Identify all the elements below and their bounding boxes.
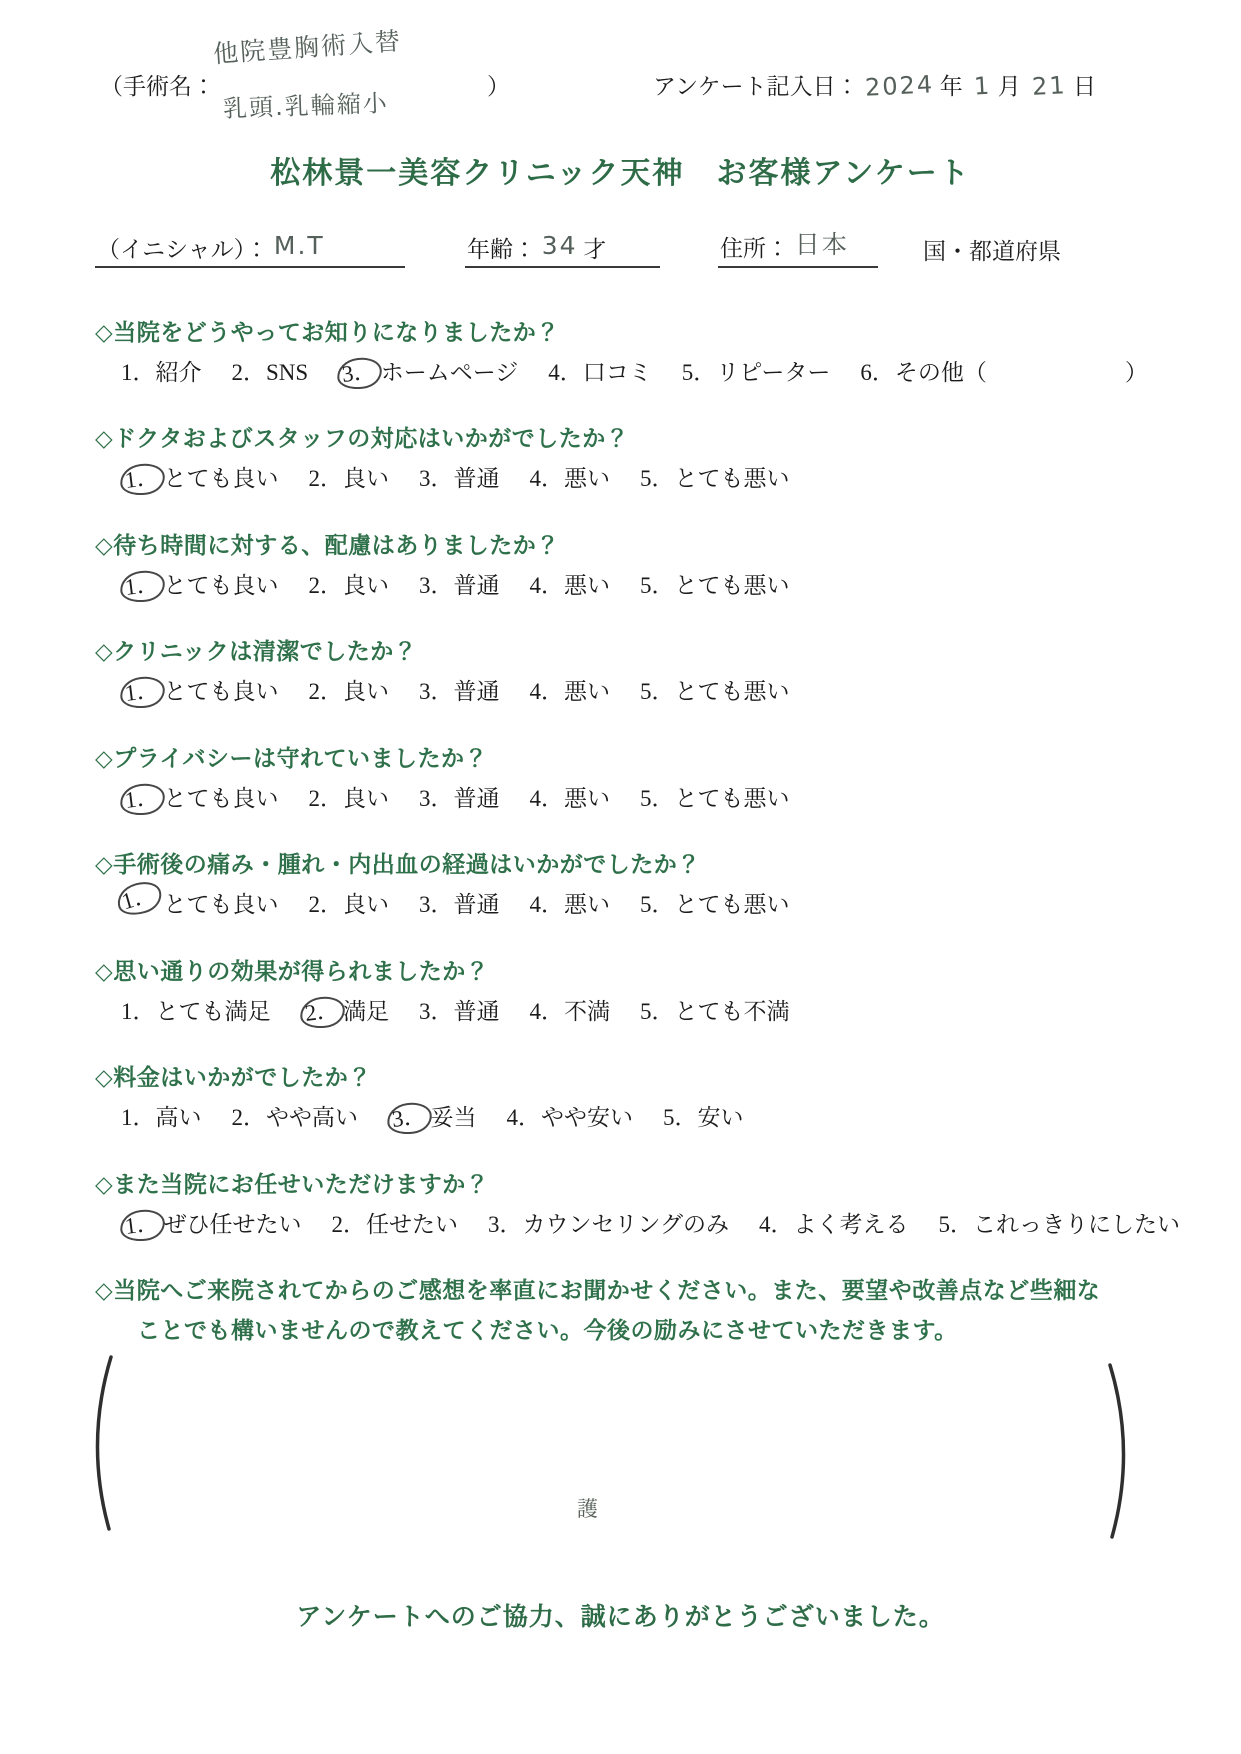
answer-option-label: 良い (343, 785, 389, 811)
answer-option-label: 任せたい (366, 1211, 458, 1237)
question-options (95, 460, 1146, 493)
answer-option-number: 1． (121, 360, 156, 385)
answer-option-label: カウンセリングのみ (522, 1211, 730, 1237)
answer-option-label: 悪い (564, 572, 610, 598)
question-options (95, 1206, 1181, 1239)
question-block (95, 314, 1146, 387)
answer-option-label: ホームページ (380, 360, 519, 385)
question-block (95, 740, 1146, 813)
answer-option-number: 1． (114, 878, 165, 920)
surgery-name-label-close: ） (487, 74, 510, 99)
answer-option-number: 5． (640, 892, 675, 918)
initial-value: M.T (273, 231, 325, 260)
answer-option (530, 567, 611, 600)
answer-option-label: 普通 (453, 466, 500, 492)
answer-option (121, 780, 279, 813)
answer-option (530, 460, 611, 493)
answer-option-label: とても良い (163, 892, 279, 918)
answer-option-number: 4． (548, 360, 583, 385)
answer-option-label: 悪い (564, 679, 610, 705)
answer-option (121, 1206, 302, 1239)
answer-option (860, 354, 1148, 387)
answer-option-number: 2． (308, 466, 343, 492)
age-unit: 才 (583, 237, 607, 262)
answer-option-label: 普通 (453, 679, 500, 705)
answer-option-label: 不満 (564, 998, 610, 1024)
answer-option-number: 3． (419, 466, 454, 492)
answer-option (301, 993, 390, 1026)
age-label: 年齢： (467, 237, 536, 262)
answer-option-number: 1． (118, 675, 166, 712)
question-block (95, 420, 1146, 493)
answer-option-number: 4． (759, 1211, 794, 1237)
page-title: 松林景一美容クリニック天神 お客様アンケート (270, 157, 971, 190)
surgery-name-handwritten-line2: 乳頭.乳輪縮小 (222, 89, 390, 123)
age-value: 34 (541, 231, 578, 260)
answer-option (121, 567, 279, 600)
question-options (95, 780, 1146, 813)
answer-option-label: 悪い (564, 892, 610, 918)
answer-option (663, 1099, 744, 1132)
footer-thanks: アンケートへのご協力、誠にありがとうございました。 (296, 1603, 945, 1631)
question-title: ◇待ち時間に対する、配慮はありましたか？ (95, 532, 560, 558)
answer-option-number: 1． (121, 1105, 156, 1131)
question-title: ◇また当院にお任せいただけますか？ (95, 1171, 490, 1197)
answer-option-number: 3． (488, 1211, 523, 1237)
date-month-value: 1 (973, 71, 993, 101)
answer-option (419, 460, 500, 493)
answer-option-label: とても不満 (674, 998, 790, 1024)
answer-option-number: 5． (640, 572, 675, 598)
answer-option (232, 1099, 359, 1132)
answer-option-label: SNS (266, 360, 309, 385)
answer-option-number: 3． (419, 679, 454, 705)
answer-option (309, 673, 390, 706)
answer-option-number: 6． (860, 360, 895, 385)
answer-option (419, 993, 500, 1026)
answer-option-label: 悪い (564, 466, 610, 492)
question-block (95, 1166, 1181, 1239)
answer-option-label: 良い (343, 679, 389, 705)
surgery-name-label: （手術名： (100, 74, 215, 99)
left-parenthesis-drawing (81, 1353, 115, 1533)
question-block (95, 1059, 1146, 1132)
question-title: ◇クリニックは清潔でしたか？ (95, 639, 418, 665)
answer-option-label: ぜひ任せたい (163, 1211, 302, 1237)
question-options (95, 354, 1146, 387)
answer-option (640, 886, 790, 919)
answer-option (530, 673, 611, 706)
answer-option-label: その他（ ） (894, 360, 1148, 385)
answer-option (682, 354, 831, 387)
answer-option-number: 4． (506, 1105, 541, 1131)
answer-option-label: 安い (697, 1105, 744, 1131)
answer-option-label: 満足 (343, 998, 389, 1024)
answer-option (640, 673, 790, 706)
surgery-name-handwritten-line1: 他院豊胸術入替 (212, 26, 403, 69)
answer-option (530, 780, 611, 813)
answer-option (309, 780, 390, 813)
answer-option (121, 354, 202, 387)
question-title: ◇手術後の痛み・腫れ・内出血の経過はいかがでしたか？ (95, 852, 701, 878)
answer-option-label: とても満足 (155, 998, 271, 1024)
question-options (95, 567, 1146, 600)
answer-option-label: 高い (155, 1105, 202, 1131)
age-field (465, 231, 660, 268)
final-question-line2: ことでも構いませんので教えてください。今後の励みにさせていただきます。 (137, 1317, 958, 1343)
answer-option-number: 2． (231, 360, 266, 385)
answer-option-number: 1． (118, 781, 166, 818)
answer-option (530, 993, 611, 1026)
question-options (95, 993, 1146, 1026)
answer-option-number: 5． (681, 360, 717, 385)
header (95, 26, 1146, 130)
answer-option (419, 567, 500, 600)
address-field (718, 228, 878, 268)
question-block (95, 953, 1146, 1026)
answer-option-label: やや安い (541, 1105, 633, 1131)
answer-option-label: これっきりにしたい (973, 1211, 1181, 1237)
answer-option-number: 4． (529, 785, 564, 811)
answer-option-label: 口コミ (582, 360, 652, 385)
question-options (95, 673, 1146, 706)
answer-option (309, 886, 390, 919)
answer-option (939, 1206, 1181, 1239)
answer-option (232, 354, 309, 387)
answer-option-label: リピーター (716, 360, 831, 385)
answer-option-number: 5． (938, 1211, 974, 1237)
question-block (95, 846, 1146, 919)
answer-option-label: とても悪い (674, 892, 790, 918)
answer-option (548, 354, 652, 387)
question-title: ◇プライバシーは守れていましたか？ (95, 745, 489, 771)
answer-option-number: 2． (308, 785, 343, 811)
answer-option-number: 4． (529, 572, 564, 598)
question-list (95, 314, 1181, 1239)
answer-option-number: 1． (118, 1207, 166, 1244)
question-options (95, 1099, 1146, 1132)
answer-option-number: 5． (640, 998, 675, 1024)
date-year-value: 2024 (863, 70, 935, 102)
answer-option-number: 2． (308, 572, 343, 598)
answer-option (640, 567, 790, 600)
address-label: 住所： (720, 236, 789, 261)
answer-option (640, 460, 790, 493)
answer-option-number: 4． (529, 466, 564, 492)
answer-option-number: 2． (231, 1105, 266, 1131)
answer-option-label: 悪い (564, 785, 610, 811)
answer-option-label: 良い (343, 892, 389, 918)
question-title: ◇ドクタおよびスタッフの対応はいかがでしたか？ (95, 426, 630, 452)
answer-option (121, 993, 271, 1026)
answer-option-number: 2． (308, 679, 343, 705)
date-day-unit: 日 (1073, 74, 1097, 99)
answer-option-label: よく考える (793, 1211, 909, 1237)
right-parenthesis-drawing (1106, 1361, 1140, 1541)
answer-option-number: 1． (118, 462, 166, 499)
answer-option-label: とても悪い (674, 572, 790, 598)
answer-option-number: 2． (308, 892, 343, 918)
answer-option-number: 4． (529, 892, 564, 918)
answer-option-label: 普通 (453, 998, 500, 1024)
answer-option (640, 993, 790, 1026)
answer-option-label: とても悪い (674, 679, 790, 705)
initial-field (95, 231, 405, 268)
answer-option (309, 567, 390, 600)
answer-option (332, 1206, 459, 1239)
respondent-fields (95, 228, 1146, 268)
answer-option (530, 886, 611, 919)
answer-option-label: 普通 (453, 572, 500, 598)
question-options (95, 880, 1146, 919)
answer-option-number: 1． (121, 998, 156, 1024)
answer-option-number: 4． (529, 998, 564, 1024)
answer-option (388, 1099, 477, 1132)
answer-option-number: 3． (419, 998, 454, 1024)
answer-option (121, 673, 279, 706)
initial-label: （イニシャル）： (97, 237, 269, 262)
question-block (95, 633, 1146, 706)
answer-option (419, 673, 500, 706)
date-day-value: 21 (1031, 71, 1068, 101)
answer-option (759, 1206, 909, 1239)
question-block (95, 527, 1146, 600)
answer-option-number: 3． (419, 785, 454, 811)
answer-option-number: 5． (640, 785, 675, 811)
answer-option-label: とても良い (163, 679, 279, 705)
answer-option (309, 460, 390, 493)
answer-option-number: 4． (529, 679, 564, 705)
answer-option (121, 460, 279, 493)
answer-option-number: 5． (640, 679, 675, 705)
answer-option-number: 3． (385, 1100, 433, 1137)
question-title: ◇思い通りの効果が得られましたか？ (95, 958, 490, 984)
answer-option (121, 1099, 202, 1132)
answer-option-label: とても良い (163, 785, 279, 811)
region-label: 国・都道府県 (923, 239, 1061, 264)
survey-date-label: アンケート記入日： (653, 74, 859, 99)
answer-option-label: 良い (343, 572, 389, 598)
question-title: ◇当院をどうやってお知りになりましたか？ (95, 320, 560, 345)
answer-option-number: 3． (335, 355, 383, 392)
address-value: 日本 (794, 230, 849, 259)
answer-option-label: 良い (343, 466, 389, 492)
answer-option-number: 2． (298, 994, 346, 1031)
answer-option-label: とても悪い (674, 785, 790, 811)
final-question-line1: ◇当院へご来院されてからのご感想を率直にお聞かせください。また、要望や改善点など些細な (95, 1277, 1101, 1303)
answer-option (338, 354, 518, 387)
answer-option (118, 880, 279, 919)
question-title: ◇料金はいかがでしたか？ (95, 1065, 372, 1091)
comment-box (95, 1359, 1146, 1587)
answer-option (419, 780, 500, 813)
answer-option (640, 780, 790, 813)
answer-option (488, 1206, 729, 1239)
answer-option-number: 1． (118, 568, 166, 605)
answer-option-number: 5． (663, 1105, 698, 1131)
handwritten-insertion-char: 護 (577, 1496, 598, 1521)
answer-option-label: とても悪い (674, 466, 790, 492)
answer-option (419, 886, 500, 919)
survey-date (653, 68, 1096, 101)
answer-option-number: 3． (419, 572, 454, 598)
answer-option-label: 普通 (453, 892, 500, 918)
answer-option-label: とても良い (163, 572, 279, 598)
answer-option-number: 5． (640, 466, 675, 492)
answer-option-number: 2． (331, 1211, 366, 1237)
answer-option-label: 妥当 (430, 1105, 477, 1131)
answer-option-number: 3． (419, 892, 454, 918)
final-question (95, 1272, 1146, 1345)
answer-option-label: やや高い (266, 1105, 358, 1131)
answer-option-label: 紹介 (155, 360, 202, 385)
date-year-unit: 年 (939, 74, 963, 99)
answer-option (507, 1099, 634, 1132)
date-month-unit: 月 (997, 74, 1021, 99)
answer-option-label: 普通 (453, 785, 500, 811)
answer-option-label: とても良い (163, 466, 279, 492)
